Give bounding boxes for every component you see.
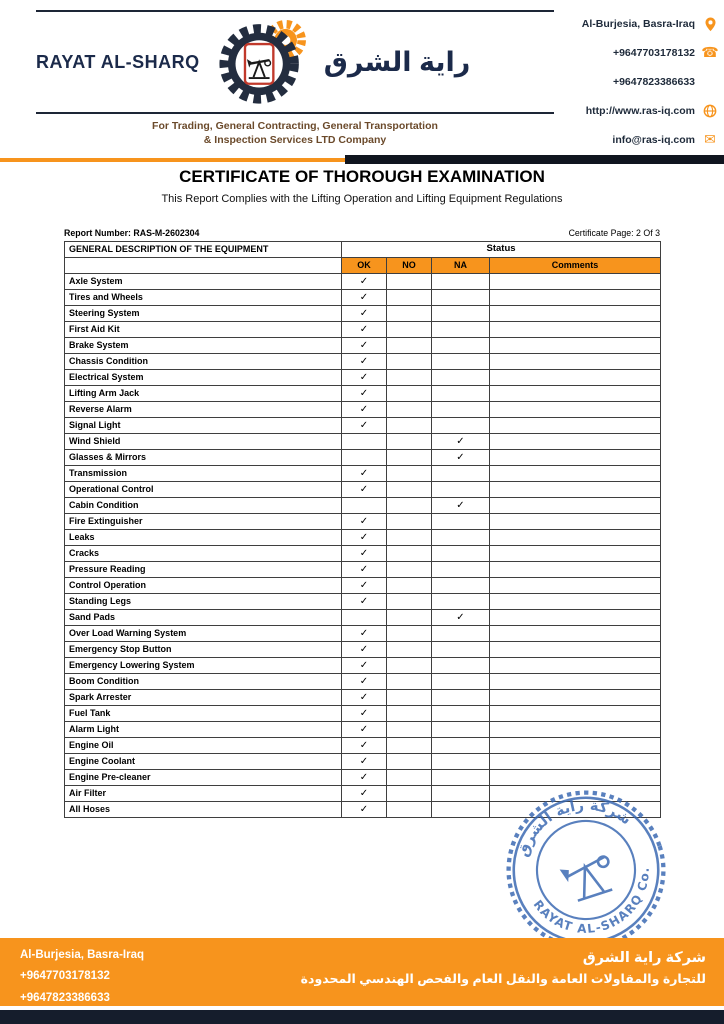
comments-cell <box>490 626 661 642</box>
equipment-name-cell: Lifting Arm Jack <box>65 386 342 402</box>
na-cell <box>432 578 490 594</box>
comments-cell <box>490 482 661 498</box>
header-top-rule <box>36 10 554 12</box>
ok-cell: ✓ <box>342 530 387 546</box>
phone2-text: +9647823386633 <box>612 76 695 88</box>
comments-header-cell: Comments <box>490 258 661 274</box>
header-mid-rule <box>36 112 554 114</box>
email-text: info@ras-iq.com <box>612 134 695 146</box>
na-header-cell: NA <box>432 258 490 274</box>
equipment-name-cell: Chassis Condition <box>65 354 342 370</box>
comments-cell <box>490 370 661 386</box>
company-logo <box>36 14 554 110</box>
equipment-row <box>65 482 661 498</box>
ok-cell: ✓ <box>342 386 387 402</box>
na-cell <box>432 738 490 754</box>
icon-spacer <box>702 74 718 90</box>
comments-cell <box>490 466 661 482</box>
no-cell <box>387 354 432 370</box>
comments-cell <box>490 322 661 338</box>
comments-cell <box>490 434 661 450</box>
ok-cell: ✓ <box>342 354 387 370</box>
na-cell <box>432 546 490 562</box>
ok-cell: ✓ <box>342 546 387 562</box>
equipment-name-cell: Alarm Light <box>65 722 342 738</box>
phone1-text: +9647703178132 <box>612 47 695 59</box>
na-cell <box>432 626 490 642</box>
equipment-row <box>65 514 661 530</box>
no-cell <box>387 658 432 674</box>
comments-cell <box>490 306 661 322</box>
equipment-name-cell: Fire Extinguisher <box>65 514 342 530</box>
equipment-row <box>65 610 661 626</box>
no-cell <box>387 578 432 594</box>
no-cell <box>387 754 432 770</box>
no-cell <box>387 498 432 514</box>
na-cell <box>432 802 490 818</box>
report-number-value: RAS-M-2602304 <box>133 228 200 238</box>
divider-orange-bar <box>0 158 358 162</box>
ok-cell: ✓ <box>342 562 387 578</box>
ok-cell: ✓ <box>342 402 387 418</box>
stamp-english-text: RAYAT AL-SHARQ Co. <box>530 866 652 936</box>
ok-cell: ✓ <box>342 786 387 802</box>
ok-cell: ✓ <box>342 626 387 642</box>
equipment-row <box>65 674 661 690</box>
ok-cell <box>342 610 387 626</box>
na-cell <box>432 306 490 322</box>
equipment-row <box>65 594 661 610</box>
stamp-pumpjack-icon <box>560 854 618 903</box>
globe-icon <box>702 103 718 119</box>
no-cell <box>387 786 432 802</box>
no-cell <box>387 322 432 338</box>
ok-cell: ✓ <box>342 754 387 770</box>
na-cell <box>432 594 490 610</box>
no-cell <box>387 386 432 402</box>
envelope-icon: ✉ <box>704 132 716 148</box>
ok-cell: ✓ <box>342 290 387 306</box>
no-cell <box>387 802 432 818</box>
no-header-cell: NO <box>387 258 432 274</box>
na-cell: ✓ <box>432 450 490 466</box>
footer-description-arabic: للتجارة والمقاولات العامة والنقل العام والفحص الهندسي المحدودة <box>300 971 706 986</box>
na-cell <box>432 722 490 738</box>
na-cell <box>432 402 490 418</box>
contact-block <box>528 16 718 148</box>
ok-cell: ✓ <box>342 642 387 658</box>
ok-cell: ✓ <box>342 322 387 338</box>
equipment-name-cell: Tires and Wheels <box>65 290 342 306</box>
description-header-cell: GENERAL DESCRIPTION OF THE EQUIPMENT <box>65 242 342 258</box>
no-cell <box>387 338 432 354</box>
no-cell <box>387 450 432 466</box>
equipment-row <box>65 530 661 546</box>
no-cell <box>387 514 432 530</box>
equipment-name-cell: Engine Coolant <box>65 754 342 770</box>
equipment-row <box>65 370 661 386</box>
footer-company-arabic: شركة راية الشرق <box>582 950 706 966</box>
comments-cell <box>490 754 661 770</box>
na-cell <box>432 674 490 690</box>
ok-cell: ✓ <box>342 578 387 594</box>
status-header-cell: Status <box>342 242 661 258</box>
no-cell <box>387 402 432 418</box>
comments-cell <box>490 546 661 562</box>
ok-cell: ✓ <box>342 770 387 786</box>
comments-cell <box>490 594 661 610</box>
comments-cell <box>490 642 661 658</box>
equipment-row <box>65 434 661 450</box>
equipment-row <box>65 498 661 514</box>
equipment-name-cell: Reverse Alarm <box>65 402 342 418</box>
page-subtitle: This Report Complies with the Lifting Operation and Lifting Equipment Regulations <box>161 193 563 205</box>
tagline-line2: & Inspection Services LTD Company <box>203 134 387 147</box>
equipment-name-cell: Engine Oil <box>65 738 342 754</box>
equipment-row <box>65 690 661 706</box>
equipment-row <box>65 706 661 722</box>
comments-cell <box>490 738 661 754</box>
comments-cell <box>490 354 661 370</box>
ok-cell: ✓ <box>342 722 387 738</box>
table-header-row-1 <box>65 242 661 258</box>
equipment-name-cell: Glasses & Mirrors <box>65 450 342 466</box>
na-cell <box>432 386 490 402</box>
website-text: http://www.ras-iq.com <box>585 105 695 117</box>
equipment-row <box>65 722 661 738</box>
contact-phone-1 <box>528 45 718 61</box>
comments-cell <box>490 338 661 354</box>
equipment-row <box>65 578 661 594</box>
equipment-row <box>65 290 661 306</box>
na-cell <box>432 482 490 498</box>
equipment-row <box>65 306 661 322</box>
contact-phone-2 <box>528 74 718 90</box>
comments-cell <box>490 402 661 418</box>
no-cell <box>387 370 432 386</box>
na-cell <box>432 274 490 290</box>
no-cell <box>387 722 432 738</box>
equipment-name-cell: Signal Light <box>65 418 342 434</box>
ok-cell: ✓ <box>342 514 387 530</box>
equipment-row <box>65 450 661 466</box>
company-name-en: RAYAT AL-SHARQ <box>36 51 200 72</box>
equipment-row <box>65 754 661 770</box>
tagline-line1: For Trading, General Contracting, General Transportation <box>152 120 438 132</box>
na-cell <box>432 706 490 722</box>
footer-address: Al-Burjesia, Basra-Iraq <box>20 949 144 961</box>
equipment-table-body <box>65 274 661 818</box>
equipment-table <box>64 241 661 818</box>
contact-website <box>528 103 718 119</box>
phone-icon: ☎ <box>701 45 719 61</box>
equipment-name-cell: Electrical System <box>65 370 342 386</box>
equipment-name-cell: Spark Arrester <box>65 690 342 706</box>
equipment-row <box>65 274 661 290</box>
no-cell <box>387 706 432 722</box>
blank-header-cell <box>65 258 342 274</box>
comments-cell <box>490 498 661 514</box>
comments-cell <box>490 562 661 578</box>
equipment-name-cell: Axle System <box>65 274 342 290</box>
equipment-row <box>65 402 661 418</box>
footer-arabic-block <box>301 946 706 986</box>
page-title: CERTIFICATE OF THOROUGH EXAMINATION <box>179 167 545 186</box>
no-cell <box>387 770 432 786</box>
na-cell <box>432 466 490 482</box>
equipment-name-cell: Cracks <box>65 546 342 562</box>
company-name-ar: راية الشرق <box>323 46 471 77</box>
na-cell: ✓ <box>432 610 490 626</box>
ok-cell: ✓ <box>342 706 387 722</box>
na-cell <box>432 354 490 370</box>
equipment-name-cell: Emergency Stop Button <box>65 642 342 658</box>
no-cell <box>387 690 432 706</box>
no-cell <box>387 626 432 642</box>
equipment-name-cell: Boom Condition <box>65 674 342 690</box>
equipment-row <box>65 386 661 402</box>
ok-cell: ✓ <box>342 690 387 706</box>
no-cell <box>387 290 432 306</box>
company-stamp <box>500 784 672 956</box>
no-cell <box>387 482 432 498</box>
address-text: Al-Burjesia, Basra-Iraq <box>581 18 695 30</box>
na-cell <box>432 754 490 770</box>
equipment-name-cell: Air Filter <box>65 786 342 802</box>
comments-cell <box>490 610 661 626</box>
na-cell <box>432 530 490 546</box>
equipment-name-cell: Brake System <box>65 338 342 354</box>
comments-cell <box>490 578 661 594</box>
na-cell <box>432 770 490 786</box>
footer-contact-block <box>20 945 144 1009</box>
equipment-name-cell: Steering System <box>65 306 342 322</box>
ok-cell <box>342 450 387 466</box>
comments-cell <box>490 658 661 674</box>
no-cell <box>387 738 432 754</box>
ok-cell: ✓ <box>342 338 387 354</box>
equipment-name-cell: Engine Pre-cleaner <box>65 770 342 786</box>
equipment-name-cell: Leaks <box>65 530 342 546</box>
comments-cell <box>490 722 661 738</box>
equipment-name-cell: All Hoses <box>65 802 342 818</box>
ok-cell: ✓ <box>342 738 387 754</box>
na-cell <box>432 338 490 354</box>
ok-cell: ✓ <box>342 594 387 610</box>
na-cell <box>432 370 490 386</box>
contact-email <box>528 132 718 148</box>
equipment-name-cell: First Aid Kit <box>65 322 342 338</box>
ok-cell: ✓ <box>342 466 387 482</box>
na-cell <box>432 786 490 802</box>
equipment-row <box>65 418 661 434</box>
equipment-name-cell: Standing Legs <box>65 594 342 610</box>
na-cell <box>432 290 490 306</box>
divider-navy-bar <box>345 155 724 164</box>
comments-cell <box>490 418 661 434</box>
equipment-row <box>65 546 661 562</box>
equipment-name-cell: Fuel Tank <box>65 706 342 722</box>
no-cell <box>387 674 432 690</box>
ok-cell: ✓ <box>342 674 387 690</box>
comments-cell <box>490 514 661 530</box>
ok-cell: ✓ <box>342 482 387 498</box>
contact-address <box>528 16 718 32</box>
equipment-row <box>65 658 661 674</box>
no-cell <box>387 306 432 322</box>
company-tagline <box>36 119 554 147</box>
equipment-row <box>65 626 661 642</box>
na-cell <box>432 322 490 338</box>
equipment-name-cell: Wind Shield <box>65 434 342 450</box>
ok-cell: ✓ <box>342 658 387 674</box>
no-cell <box>387 274 432 290</box>
table-header-row-2 <box>65 258 661 274</box>
ok-cell: ✓ <box>342 274 387 290</box>
na-cell <box>432 690 490 706</box>
ok-cell: ✓ <box>342 802 387 818</box>
footer-band <box>0 938 724 1006</box>
no-cell <box>387 418 432 434</box>
report-number <box>64 228 199 238</box>
na-cell: ✓ <box>432 498 490 514</box>
equipment-name-cell: Pressure Reading <box>65 562 342 578</box>
no-cell <box>387 546 432 562</box>
report-meta <box>64 228 660 238</box>
no-cell <box>387 530 432 546</box>
comments-cell <box>490 290 661 306</box>
na-cell <box>432 562 490 578</box>
equipment-row <box>65 738 661 754</box>
no-cell <box>387 594 432 610</box>
no-cell <box>387 562 432 578</box>
ok-header-cell: OK <box>342 258 387 274</box>
location-pin-icon <box>702 16 718 32</box>
equipment-name-cell: Sand Pads <box>65 610 342 626</box>
comments-cell <box>490 274 661 290</box>
ok-cell: ✓ <box>342 370 387 386</box>
equipment-name-cell: Control Operation <box>65 578 342 594</box>
no-cell <box>387 610 432 626</box>
stamp-arabic-text: شركة راية الشرق <box>514 796 635 859</box>
equipment-row <box>65 562 661 578</box>
equipment-name-cell: Over Load Warning System <box>65 626 342 642</box>
na-cell <box>432 418 490 434</box>
footer-phone-2: +9647823386633 <box>20 991 110 1004</box>
na-cell: ✓ <box>432 434 490 450</box>
no-cell <box>387 466 432 482</box>
equipment-name-cell: Operational Control <box>65 482 342 498</box>
comments-cell <box>490 530 661 546</box>
no-cell <box>387 642 432 658</box>
comments-cell <box>490 674 661 690</box>
equipment-name-cell: Transmission <box>65 466 342 482</box>
report-number-label: Report Number: <box>64 228 131 238</box>
no-cell <box>387 434 432 450</box>
equipment-row <box>65 322 661 338</box>
ok-cell <box>342 498 387 514</box>
comments-cell <box>490 386 661 402</box>
equipment-row <box>65 642 661 658</box>
na-cell <box>432 642 490 658</box>
comments-cell <box>490 706 661 722</box>
gear-pumpjack-logo-icon <box>210 14 314 110</box>
ok-cell: ✓ <box>342 306 387 322</box>
equipment-row <box>65 354 661 370</box>
ok-cell <box>342 434 387 450</box>
na-cell <box>432 658 490 674</box>
equipment-name-cell: Cabin Condition <box>65 498 342 514</box>
footer-phone-1: +9647703178132 <box>20 970 110 983</box>
certificate-page-indicator: Certificate Page: 2 Of 3 <box>568 228 660 238</box>
comments-cell <box>490 690 661 706</box>
bottom-navy-bar <box>0 1010 724 1024</box>
comments-cell <box>490 450 661 466</box>
na-cell <box>432 514 490 530</box>
equipment-row <box>65 338 661 354</box>
ok-cell: ✓ <box>342 418 387 434</box>
equipment-name-cell: Emergency Lowering System <box>65 658 342 674</box>
equipment-row <box>65 466 661 482</box>
